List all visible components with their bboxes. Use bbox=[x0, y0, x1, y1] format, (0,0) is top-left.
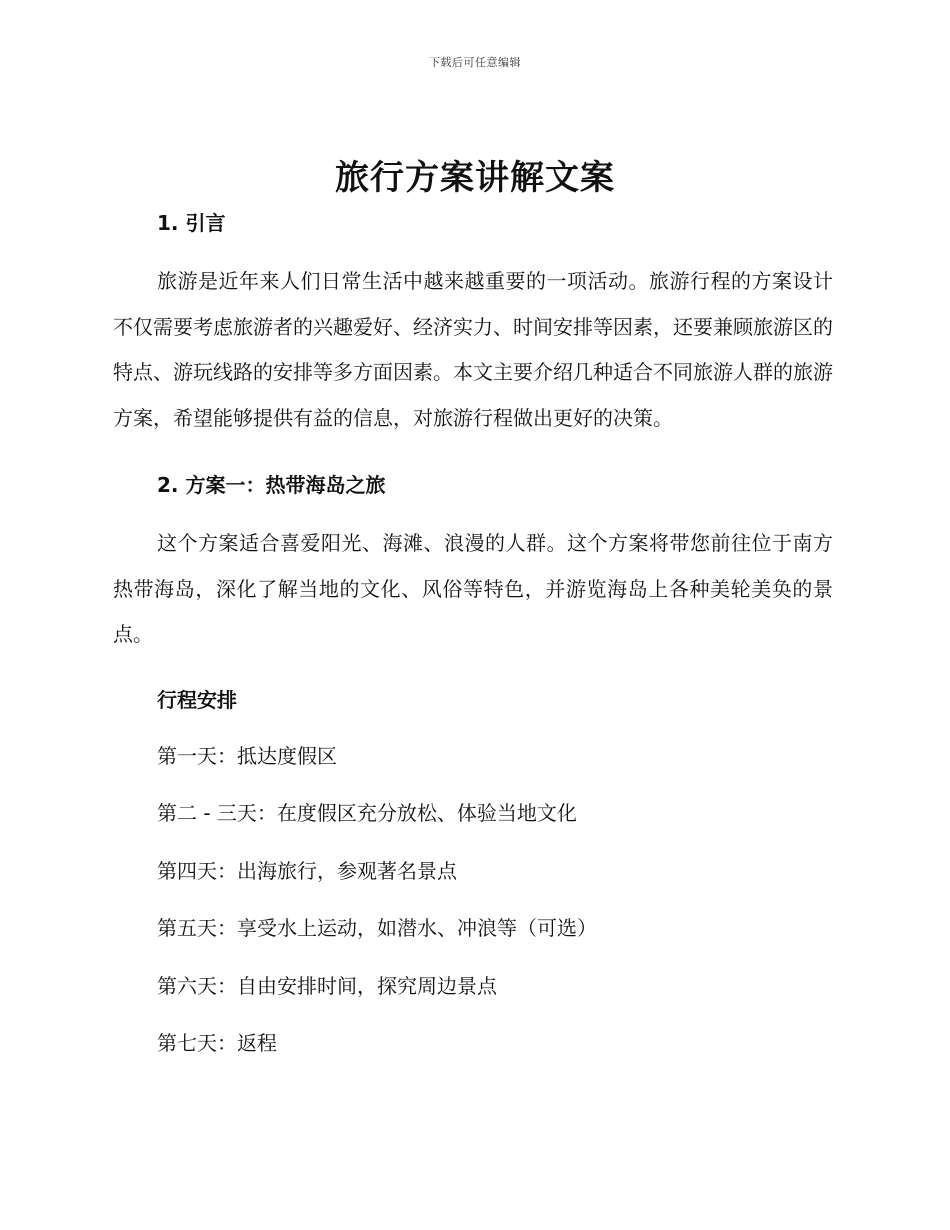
section-heading-intro: 1. 引言 bbox=[157, 211, 226, 235]
itinerary-item: 第七天：返程 bbox=[157, 1031, 277, 1055]
itinerary-heading: 行程安排 bbox=[157, 687, 237, 712]
itinerary-item: 第四天：出海旅行，参观著名景点 bbox=[157, 858, 457, 883]
document-body bbox=[113, 205, 833, 1073]
page-title: 旅行方案讲解文案 bbox=[335, 158, 615, 198]
itinerary-item: 第一天：抵达度假区 bbox=[157, 743, 337, 768]
plan-one-paragraph: 这个方案适合喜爱阳光、海滩、浪漫的人群。这个方案将带您前往位于南方热带海岛，深化了解当地的文化、风俗等特色，并游览海岛上各种美轮美奂的景点。 bbox=[113, 531, 833, 646]
section-heading-plan-one: 2. 方案一：热带海岛之旅 bbox=[157, 473, 386, 497]
itinerary-item: 第六天：自由安排时间，探究周边景点 bbox=[157, 973, 497, 998]
itinerary-list bbox=[113, 728, 833, 1073]
itinerary-item: 第五天：享受水上运动，如潜水、冲浪等（可选） bbox=[157, 916, 597, 940]
intro-paragraph: 旅游是近年来人们日常生活中越来越重要的一项活动。旅游行程的方案设计不仅需要考虑旅游者的兴趣爱好、经济实力、时间安排等因素，还要兼顾旅游区的特点、游玩线路的安排等多方面因素。本文主要介绍几种适合不同旅游人群的旅游方案，希望能够提供有益的信息，对旅游行程做出更好的决策。 bbox=[113, 269, 833, 430]
header-note: 下载后可任意编辑 bbox=[429, 56, 521, 69]
itinerary-item: 第二 - 三天：在度假区充分放松、体验当地文化 bbox=[157, 801, 577, 825]
